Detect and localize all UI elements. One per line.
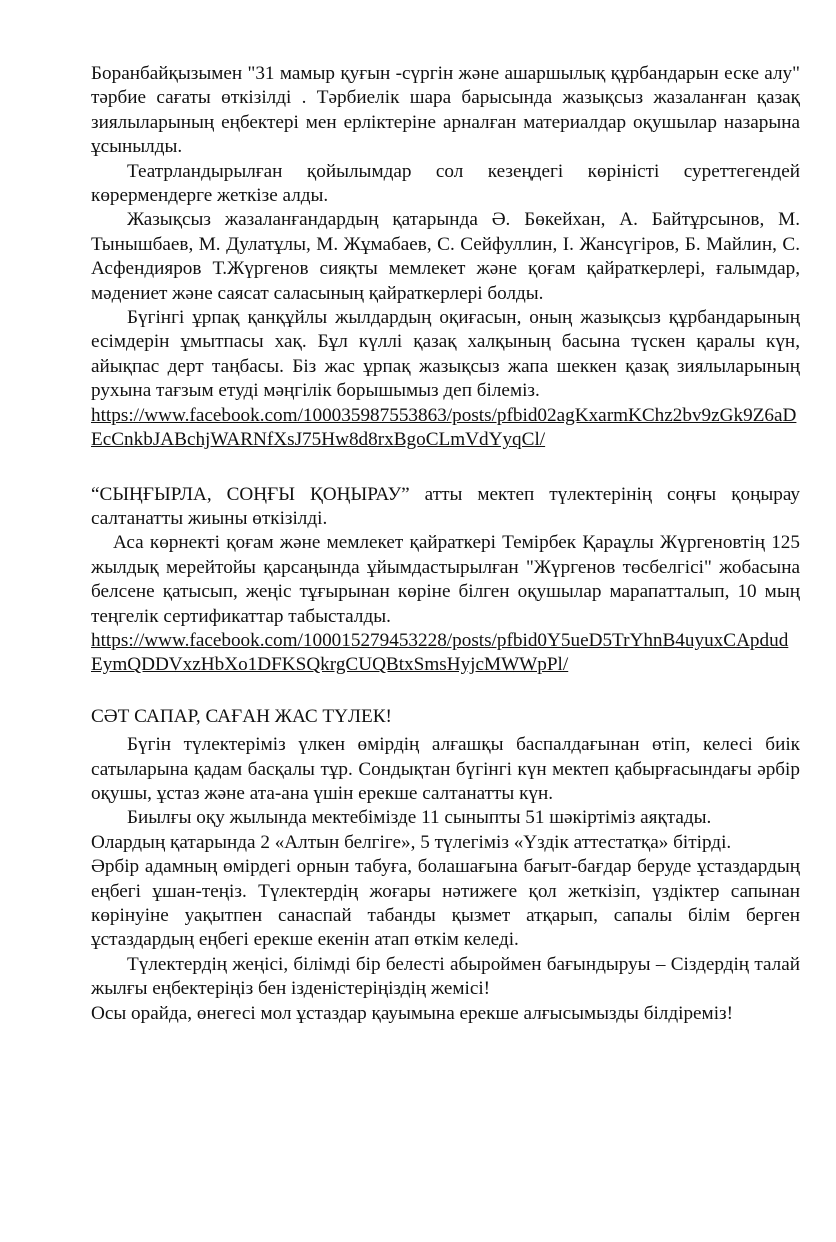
section-heading-graduates: СӘТ САПАР, САҒАН ЖАС ТҮЛЕК! (91, 705, 392, 727)
paragraph-victory: Түлектердің жеңісі, білімді бір белесті абыроймен бағындыруы – Сіздердің талай жылғы еңбектеріңіз бен ізденістеріңіздің жемісі! (91, 953, 800, 1000)
facebook-link-2[interactable]: https://www.facebook.com/100015279453228/posts/pfbid0Y5ueD5TrYhnB4uyuxCApdudEymQDDVxzHbXo1DFKSQkrgCUQBtxSmsHyjcMWWpPl/ (91, 629, 789, 676)
section-spacer (91, 453, 800, 483)
paragraph-remembrance: Бүгінгі ұрпақ қанқұйлы жылдардың оқиғасын, оның жазықсыз құрбандарының есімдерін ұмытпасы хақ. Бұл күллі қазақ халқының басына түскен қаралы күн, айықпас дерт таңбасы. Біз жас ұрпақ жазықсыз жапа шеккен қазақ зиялыларының рухына тағзым етуді мәңгілік борышымыз деп білеміз. (91, 307, 800, 402)
paragraph-graduates-day: Бүгін түлектеріміз үлкен өмірдің алғашқы баспалдағынан өтіп, келесі биік сатыларына қадам басқалы тұр. Сондықтан бүгінгі күн мектеп қабырғасындағы әрбір оқушы, ұстаз және ата-ана үшін ерекше салтанатты күн. (91, 734, 800, 804)
section-spacer (91, 678, 800, 705)
paragraph-teachers-work: Әрбір адамның өмірдегі орнын табуға, болашағына бағыт-бағдар беруде ұстаздардың еңбегі ұшан-теңіз. Түлектердің жоғары нәтижеге қол жеткізіп, үздіктер сапынан көрінуіне уақытпен санаспай табанды қызмет атқарып, сапалы білім берген ұстаздардың еңбегі ерекше екенін атап өткім келеді. (91, 856, 800, 951)
paragraph-victims-list: Жазықсыз жазаланғандардың қатарында Ә. Бөкейхан, А. Байтұрсынов, М. Тынышбаев, М. Дулатұлы, М. Жұмабаев, С. Сейфуллин, І. Жансүгіров, Б. Майлин, С. Асфендияров Т.Жүргенов сияқты мемлекет және қоғам қайраткерлері, ғалымдар, мәдениет және саясат саласының қайраткерлері болды. (91, 209, 800, 304)
paragraph-gratitude: Осы орайда, өнегесі мол ұстаздар қауымына ерекше алғысымызды білдіреміз! (91, 1002, 734, 1024)
facebook-link-1[interactable]: https://www.facebook.com/100035987553863/posts/pfbid02agKxarmKChz2bv9zGk9Z6aDEcCnkbJABchjWARNfXsJ75Hw8d8rxBgoCLmVdYyqCl/ (91, 404, 797, 451)
paragraph-graduates-count: Биылғы оқу жылында мектебімізде 11 сыныпты 51 шәкіртіміз аяқтады. (127, 807, 712, 829)
paragraph-zhurgenov-award: Аса көрнекті қоғам және мемлекет қайраткері Темірбек Қараұлы Жүргеновтің 125 жылдық мерейтойы қарсаңында ұйымдастырылған "Жүргенов төсбелгісі" жобасына белсене қатысып, жеңіс тұғырынан көріне білген оқушылар марапатталып, 10 мың теңгелік сертификаттар табысталды. (91, 532, 800, 627)
paragraph-event-intro: Боранбайқызымен "31 мамыр қуғын -сүргін және ашаршылық құрбандарын еске алу" тәрбие сағаты өткізілді . Тәрбиелік шара барысында жазықсыз жазаланған қазақ зиялыларының еңбектері мен ерліктеріне арналған материалдар оқушылар назарына ұсынылды. (91, 63, 800, 158)
paragraph-theatre: Театрландырылған қойылымдар сол кезеңдегі көріністі суреттегендей көрермендерге жеткізе алды. (91, 160, 800, 207)
paragraph-last-bell: “СЫҢҒЫРЛА, СОҢҒЫ ҚОҢЫРАУ” атты мектеп түлектерінің соңғы қоңырау салтанатты жиыны өткізілді. (91, 483, 800, 529)
paragraph-medals: Олардың қатарында 2 «Алтын белгіге», 5 түлегіміз «Үздік аттестатқа» бітірді. (91, 831, 732, 853)
